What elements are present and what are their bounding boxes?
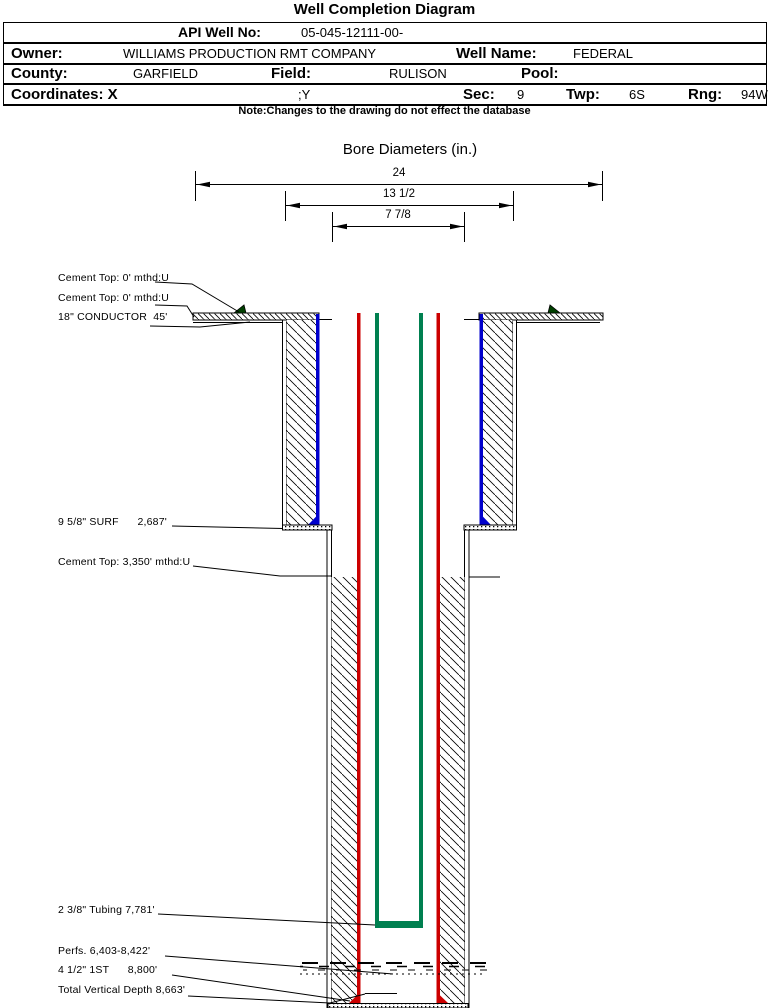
borehole-778-wall-right bbox=[465, 530, 470, 1008]
county-value: GARFIELD bbox=[133, 66, 199, 81]
production-cement-left bbox=[332, 577, 358, 1004]
database-note: Note:Changes to the drawing do not effect the database bbox=[238, 105, 531, 117]
table-row-owner bbox=[4, 44, 766, 65]
cement-top-marker-left bbox=[234, 305, 246, 313]
api-well-no-label: API Well No: bbox=[178, 24, 261, 40]
well-header-table bbox=[3, 22, 767, 106]
surface-shoe-cap-left bbox=[283, 525, 333, 530]
api-well-no-value: 05-045-12111-00- bbox=[301, 25, 404, 40]
cement-top-marker-right bbox=[548, 305, 560, 313]
well-name-label: Well Name: bbox=[456, 45, 537, 62]
county-label: County: bbox=[11, 65, 68, 82]
borehole-778-wall-left bbox=[327, 530, 332, 1008]
surface-cement-left bbox=[287, 320, 317, 525]
surface-cement-right bbox=[483, 320, 513, 525]
rng-value: 94W bbox=[741, 87, 768, 102]
annotation-total-vertical-depth: Total Vertical Depth 8,663' bbox=[58, 984, 186, 996]
annotation-perfs: Perfs. 6,403-8,422' bbox=[58, 945, 151, 957]
annotation-cement-top-1: Cement Top: 0' mthd:U bbox=[58, 272, 170, 284]
bore-diameters-title: Bore Diameters (in.) bbox=[342, 141, 478, 158]
borehole-13half-wall-right bbox=[513, 320, 517, 530]
well-name-value: FEDERAL bbox=[573, 46, 633, 61]
coordinates-value: ;Y bbox=[298, 87, 311, 102]
twp-label: Twp: bbox=[566, 86, 600, 103]
table-row-county bbox=[4, 65, 766, 85]
table-row-api bbox=[4, 23, 766, 44]
rng-label: Rng: bbox=[688, 86, 723, 103]
annotation-cement-top-3350: Cement Top: 3,350' mthd:U bbox=[58, 556, 191, 568]
coordinates-label: Coordinates: X bbox=[11, 86, 118, 103]
field-value: RULISON bbox=[389, 66, 447, 81]
dimension-label-24: 24 bbox=[392, 167, 406, 179]
sec-label: Sec: bbox=[463, 86, 495, 103]
owner-value: WILLIAMS PRODUCTION RMT COMPANY bbox=[123, 46, 377, 61]
dimension-label-13half: 13 1/2 bbox=[383, 188, 415, 200]
annotation-surface-casing: 9 5/8" SURF 2,687' bbox=[58, 516, 167, 528]
tubing-bottom bbox=[375, 921, 423, 928]
page-title: Well Completion Diagram bbox=[293, 1, 476, 18]
annotation-cement-top-2: Cement Top: 0' mthd:U bbox=[58, 292, 170, 304]
twp-value: 6S bbox=[629, 87, 645, 102]
surface-shoe-cap-right bbox=[464, 525, 517, 530]
owner-label: Owner: bbox=[11, 45, 63, 62]
production-cement-right bbox=[440, 577, 465, 1004]
well-bottom-cap bbox=[328, 1004, 468, 1008]
dimension-label-778: 7 7/8 bbox=[385, 209, 411, 221]
sec-value: 9 bbox=[517, 87, 525, 102]
annotation-tubing: 2 3/8" Tubing 7,781' bbox=[58, 904, 155, 916]
borehole-13half-wall-left bbox=[283, 320, 287, 530]
pool-label: Pool: bbox=[521, 65, 559, 82]
table-row-coordinates bbox=[4, 85, 766, 104]
field-label: Field: bbox=[271, 65, 311, 82]
tubing-string bbox=[375, 313, 423, 928]
annotation-conductor: 18" CONDUCTOR 45' bbox=[58, 311, 168, 323]
annotation-production-casing: 4 1/2" 1ST 8,800' bbox=[58, 964, 158, 976]
